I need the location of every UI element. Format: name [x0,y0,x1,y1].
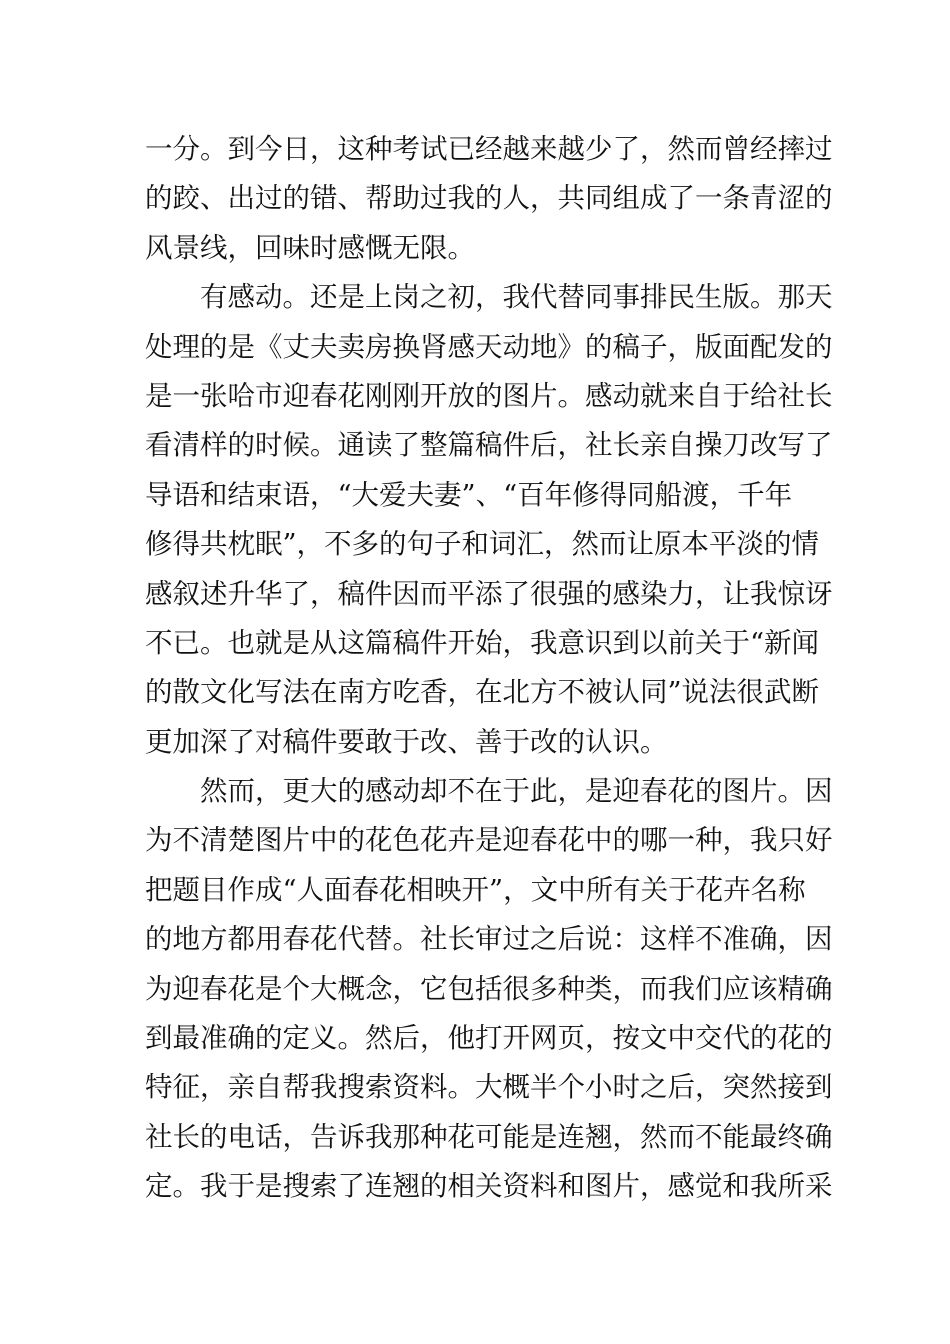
text-line: 定。我于是搜索了连翘的相关资料和图片，感觉和我所采 [145,1170,833,1203]
text-line: 看清样的时候。通读了整篇稿件后，社长亲自操刀改写了 [145,429,833,462]
body-text [145,125,833,1212]
text-line: 风景线，回味时感慨无限。 [145,231,475,264]
text-line: 有感动。还是上岗之初，我代替同事排民生版。那天 [145,281,833,314]
text-line: 处理的是《丈夫卖房换肾感天动地》的稿子，版面配发的 [145,330,833,363]
text-line: 一分。到今日，这种考试已经越来越少了，然而曾经摔过 [145,133,833,165]
text-line: 把题目作成“人面春花相映开”，文中所有关于花卉名称 [145,873,806,906]
text-line: 为迎春花是个大概念，它包括很多种类，而我们应该精确 [145,972,833,1005]
text-line: 导语和结束语，“大爱夫妻”、“百年修得同船渡，千年 [145,478,793,511]
text-line: 修得共枕眠”，不多的句子和词汇，然而让原本平淡的情 [145,528,820,561]
text-line: 更加深了对稿件要敢于改、善于改的认识。 [145,725,668,758]
text-line: 社长的电话，告诉我那种花可能是连翘，然而不能最终确 [145,1120,833,1153]
text-line: 感叙述升华了，稿件因而平添了很强的感染力，让我惊讶 [145,577,833,610]
text-line: 特征，亲自帮我搜索资料。大概半个小时之后，突然接到 [145,1071,833,1104]
text-line: 的地方都用春花代替。社长审过之后说：这样不准确，因 [145,923,833,956]
text-line: 的散文化写法在南方吃香，在北方不被认同”说法很武断 [145,676,820,709]
text-line: 为不清楚图片中的花色花卉是迎春花中的哪一种，我只好 [145,824,833,857]
text-line: 是一张哈市迎春花刚刚开放的图片。感动就来自于给社长 [145,379,833,412]
text-line: 然而，更大的感动却不在于此，是迎春花的图片。因 [145,775,833,808]
text-line: 不已。也就是从这篇稿件开始，我意识到以前关于“新闻 [145,626,820,659]
text-line: 的跤、出过的错、帮助过我的人，共同组成了一条青涩的 [145,182,833,215]
text-line: 到最准确的定义。然后，他打开网页，按文中交代的花的 [145,1022,833,1055]
